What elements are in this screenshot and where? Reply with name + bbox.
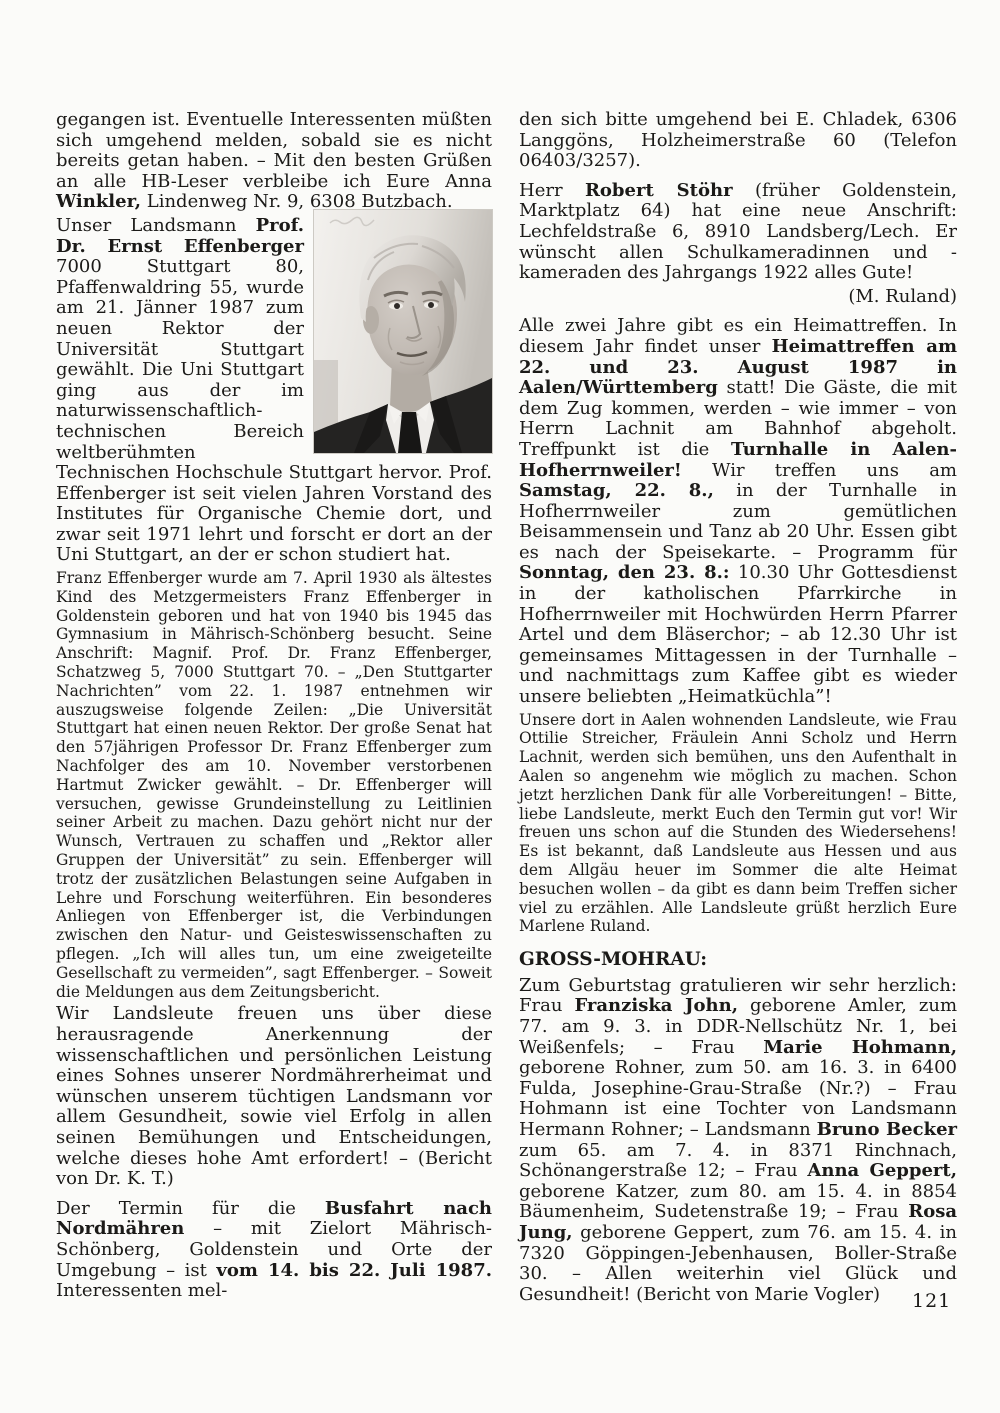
text-run: statt! Die Gäste, die mit dem Zug kommen, werden – wie immer – von Herrn Lachnit am Bahnhof abgeholt. Treffpunkt ist die xyxy=(519,377,957,460)
text-run: zum 65. am 7. 4. in 8371 Rinchnach, Schönangerstraße 12; – Frau xyxy=(519,1139,957,1182)
bold-text-run: Marie Hohmann, xyxy=(763,1036,957,1058)
text-run: gegangen ist. Eventuelle Interessenten müßten sich umgehend melden, sobald sie es nicht bereits getan haben. – Mit den besten Grüßen an alle HB-Leser verbleibe ich Eure Anna xyxy=(56,109,492,192)
paragraph xyxy=(519,181,957,284)
text-run: in der Turnhalle in Hofherrnweiler zum gemütlichen Beisammensein und Tanz ab 20 Uhr. Essen gibt es nach der Speisekarte. – Programm für xyxy=(519,480,958,563)
paragraph xyxy=(56,1004,492,1189)
text-run: geborene Rohner, zum 50. am 16. 3. in 6400 Fulda, Josephine-Grau-Straße (Nr.?) – Frau Hohmann ist eine Tochter von Landsmann Hermann Rohner; – Landsmann xyxy=(519,1057,957,1140)
portrait-photo-graphic xyxy=(314,210,492,453)
text-run: Franz Effenberger wurde am 7. April 1930 als ältestes Kind des Metzgermeisters Franz Effenberger in Goldenstein geboren und hat von 1940 bis 1945 das Gymnasium in Mährisch-Schönberg besucht. Seine Anschrift: Magnif. Prof. Dr. Franz Effenberger, Schatzweg 5, 7000 Stuttgart 70. – „Den Stuttgarter Nachrichten” vom 22. 1. 1987 entnehmen wir auszugsweise folgende Zeilen: „Die Universität Stuttgart hat einen neuen Rektor. Der große Senat hat den 57jährigen Professor Dr. Franz Effenberger zum Nachfolger des am 10. November verstorbenen Hartmut Zwicker gewählt. – Dr. Effenberger will versuchen, gewisse Grundeinstellung zu Leitlinien seiner Arbeit zu machen. Dazu gehört nicht nur der Wunsch, Vertrauen zu schaffen und „Rektor aller Gruppen der Universität” zu sein. Effenberger will trotz der zusätzlichen Belastungen seine Aufgaben in Lehre und Forschung weiterführen. Ein besonderes Anliegen von Effenberger ist, die Verbindungen zwischen den Natur- und Geisteswissenschaften zu pflegen. „Ich will alles tun, um eine zweigeteilte Gesellschaft zu vermeiden”, sagt Effenberger. – Soweit die Meldungen aus dem Zeitungsbericht. xyxy=(56,569,492,1001)
section-heading xyxy=(519,950,957,971)
text-run: Herr xyxy=(519,179,585,201)
text-run: – mit Zielort Mährisch-Schönberg, Goldenstein und Orte der Umgebung – ist xyxy=(56,1218,492,1281)
paragraph xyxy=(519,110,957,172)
text-run: 10.30 Uhr Gottesdienst in der katholischen Pfarrkirche in Hofherrnweiler mit Hochwürden Herrn Pfarrer Artel und dem Bläserchor; – ab 12.30 Uhr ist gemeinsames Mittagessen in der Turnhalle – und nachmittags zum Kaffee gibt es wieder unsere beliebten „Heimatküchla”! xyxy=(519,562,957,708)
text-run: Der Termin für die xyxy=(56,1197,325,1219)
paragraph xyxy=(56,569,492,1001)
text-run: den sich bitte umgehend bei E. Chladek, 6306 Langgöns, Holzheimerstraße 60 (Telefon 06403/3257). xyxy=(519,109,957,172)
text-run: geborene Amler, zum 77. am 9. 3. in DDR-Nellschütz Nr. 1, bei Weißenfels; – Frau xyxy=(519,995,958,1058)
paragraph xyxy=(519,711,957,937)
right-column xyxy=(519,110,957,1308)
text-run: Zum Geburtstag gratulieren wir sehr herzlich: Frau xyxy=(519,974,957,1017)
paragraph xyxy=(519,316,957,707)
portrait-photo xyxy=(314,210,492,453)
paragraph xyxy=(519,287,957,308)
bold-text-run: Rosa Jung, xyxy=(519,1201,957,1243)
bold-text-run: Prof. Dr. Ernst Effenberger xyxy=(56,214,304,257)
text-run: geborene Geppert, zum 76. am 15. 4. in 7320 Göppingen-Jebenhausen, Boller-Straße 30. – Allen weiterhin viel Glück und Gesundheit! (Bericht von Marie Vogler) xyxy=(519,1221,957,1305)
bold-text-run: Winkler, xyxy=(56,191,142,213)
paragraph xyxy=(56,216,492,566)
text-run: (früher Goldenstein, Marktplatz 64) hat eine neue Anschrift: Lechfeldstraße 6, 8910 Landsberg/Lech. Er wünscht allen Schulkameradinnen und -kameraden des Jahrgangs 1922 alles Gute! xyxy=(519,179,958,284)
paragraph xyxy=(56,110,492,213)
bold-text-run: Heimattreffen am 22. und 23. August 1987 in Aalen/Württemberg xyxy=(519,335,958,399)
text-run: Wir Landsleute freuen uns über diese herausragende Anerkennung der wissenschaftlichen und persönlichen Leistung eines Sohnes unserer Nordmährerheimat und wünschen unserem tüchtigen Landsmann vor allem Gesundheit, sowie viel Erfolg in allen seinen Bemühungen und Entscheidungen, welche dieses hohe Amt erfordert! – (Bericht von Dr. K. T.) xyxy=(56,1003,492,1190)
text-run: Wir treffen uns am xyxy=(681,459,957,481)
text-run: GROSS-MOHRAU: xyxy=(519,949,708,971)
bold-text-run: Sonntag, den 23. 8.: xyxy=(519,562,730,584)
text-run: Unser Landsmann xyxy=(56,214,256,236)
bold-text-run: Bruno Becker xyxy=(816,1118,957,1140)
bold-text-run: Busfahrt nach Nordmähren xyxy=(56,1197,492,1240)
text-run: Interessenten mel- xyxy=(56,1280,228,1302)
text-run: Lindenweg Nr. 9, 6308 Butzbach. xyxy=(141,191,453,213)
text-run: geborene Katzer, zum 80. am 15. 4. in 8854 Bäumenheim, Sudetenstraße 19; – Frau xyxy=(519,1180,957,1223)
text-run: Unsere dort in Aalen wohnenden Landsleute, wie Frau Ottilie Streicher, Fräulein Anni Scholz und Herrn Lachnit, werden sich bemühen, uns den Aufenthalt in Aalen so angenehm wie möglich zu machen. Schon jetzt herzlichen Dank für alle Vorbereitungen! – Bitte, liebe Landsleute, merkt Euch den Termin gut vor! Wir freuen uns schon auf die Stunden des Wiedersehens! Es ist bekannt, daß Landsleute aus Hessen und aus dem Allgäu heuer im Sommer die alte Heimat besuchen wollen – da gibt es dann beim Treffen sicher viel zu erzählen. Alle Landsleute grüßt herzlich Eure Marlene Ruland. xyxy=(519,710,957,936)
bold-text-run: Franziska John, xyxy=(574,995,738,1017)
text-run: Alle zwei Jahre gibt es ein Heimattreffen. In diesem Jahr findet unser xyxy=(519,315,957,357)
bold-text-run: Robert Stöhr xyxy=(584,179,733,201)
left-column xyxy=(56,110,492,1305)
text-run: 7000 Stuttgart 80, Pfaffenwaldring 55, wurde am 21. Jänner 1987 zum neuen Rektor der Universität Stuttgart gewählt. Die Uni Stuttgart ging aus der im naturwissenschaftlich-technischen Bereich weltberühmten Technischen Hochschule Stuttgart hervor. Prof. Effenberger ist seit vielen Jahren Vorstand des Institutes für Organische Chemie dort, und zwar seit 1971 lehrt und forscht er dort an der Uni Stuttgart, an der er schon studiert hat. xyxy=(56,256,492,566)
bold-text-run: Anna Geppert, xyxy=(807,1160,957,1182)
page-number: 121 xyxy=(912,1290,952,1312)
bold-text-run: Turnhalle in Aalen-Hofherrnweiler! xyxy=(519,438,957,481)
paragraph xyxy=(56,1199,492,1302)
paragraph xyxy=(519,976,957,1306)
bold-text-run: vom 14. bis 22. Juli 1987. xyxy=(216,1259,492,1281)
text-run: (M. Ruland) xyxy=(848,285,957,307)
bold-text-run: Samstag, 22. 8., xyxy=(519,480,714,502)
